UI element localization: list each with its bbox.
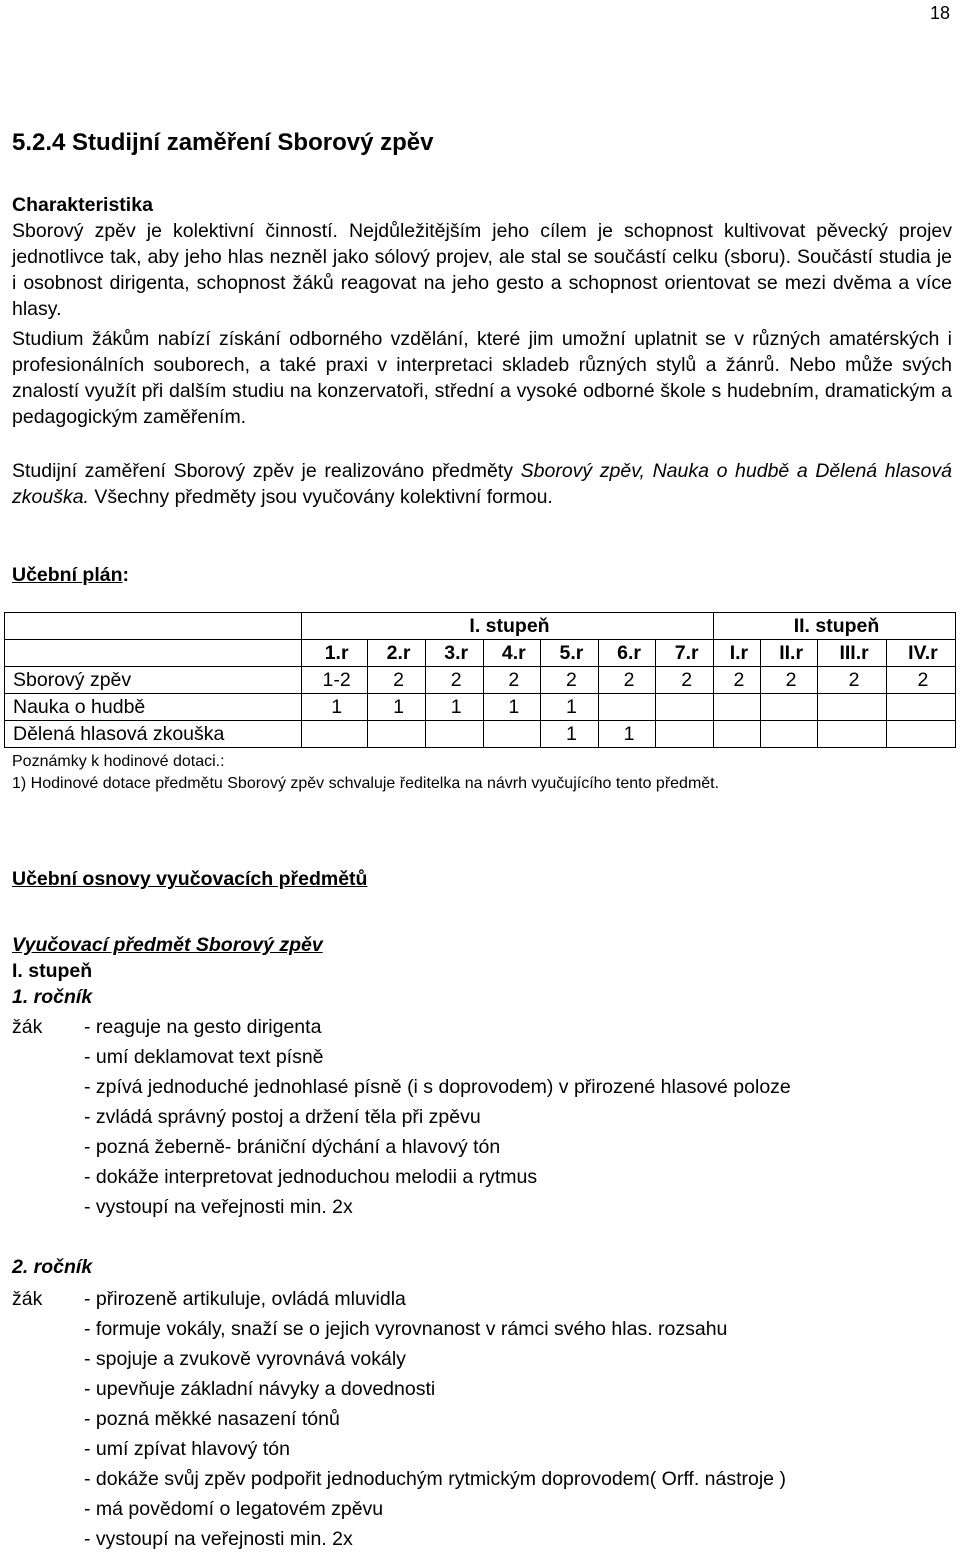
list-item: - dokáže interpretovat jednoduchou melodii a rytmus [84,1166,538,1188]
list-item: - vystoupí na veřejnosti min. 2x [84,1528,353,1550]
year-2-outcomes [84,1284,786,1554]
plan-cell: 2 [886,667,955,694]
plan-year: 4.r [483,640,541,667]
plan-table [4,612,956,748]
list-item: - zvládá správný postoj a držení těla při zpěvu [84,1106,481,1128]
plan-cell [760,721,818,748]
plan-cell: 2 [425,667,483,694]
plan-subject-name: Sborový zpěv [5,667,302,694]
year-1-heading: 1. ročník [12,986,93,1008]
plan-cell [886,694,955,721]
plan-cell [714,721,761,748]
plan-heading-colon: : [122,564,130,586]
plan-subject-name: Dělená hlasová zkouška [5,721,302,748]
plan-year: 1.r [302,640,368,667]
list-item: - umí deklamovat text písně [84,1046,324,1068]
plan-cell: 1 [425,694,483,721]
characteristics-paragraph-3 [12,458,952,510]
plan-cell: 1-2 [302,667,368,694]
plan-level-2: II. stupeň [714,613,956,640]
plan-cell [483,721,541,748]
year-2-heading: 2. ročník [12,1256,93,1278]
plan-cell [886,721,955,748]
paragraph-3-subjects: Sborový zpěv, Nauka o hudbě a Dělená hlasová zkouška. [12,460,952,508]
plan-year: 5.r [541,640,599,667]
plan-heading-text: Učební plán [12,564,123,586]
characteristics-heading: Charakteristika [12,194,153,216]
paragraph-3-start: Studijní zaměření Sborový zpěv je realizováno předměty [12,460,521,482]
list-item: - pozná žeberně- brániční dýchání a hlavový tón [84,1136,501,1158]
list-item: - vystoupí na veřejnosti min. 2x [84,1196,353,1218]
plan-cell [368,721,426,748]
plan-level-1: I. stupeň [302,613,714,640]
plan-cell [425,721,483,748]
page-number: 18 [929,3,950,23]
plan-cell: 2 [656,667,714,694]
plan-cell [714,694,761,721]
list-item: - dokáže svůj zpěv podpořit jednoduchým rytmickým doprovodem( Orff. nástroje ) [84,1468,786,1490]
section-heading: 5.2.4 Studijní zaměření Sborový zpěv [12,129,434,156]
plan-cell: 2 [818,667,886,694]
plan-year: 2.r [368,640,426,667]
characteristics-paragraph-1: Sborový zpěv je kolektivní činností. Nejdůležitějším jeho cílem je schopnost kultivovat pěvecký projev jednotlivce tak, aby jeho hlas nezněl jako sólový projev, ale stal se součástí celku (sboru). Součástí studia je i osobnost dirigenta, schopnost žáků reagovat na jeho gesto a schopnost orientovat se mezi dvěma a více hlasy. [12,220,952,320]
year-1-outcomes [84,1012,791,1222]
plan-year: IV.r [886,640,955,667]
paragraph-3-end: Všechny předměty jsou vyučovány kolektivní formou. [88,486,553,508]
list-item: - formuje vokály, snaží se o jejich vyrovnanost v rámci svého hlas. rozsahu [84,1318,728,1340]
list-item: - spojuje a zvukově vyrovnává vokály [84,1348,406,1370]
plan-heading [12,562,129,588]
plan-cell: 2 [598,667,656,694]
curriculum-heading [12,866,367,892]
plan-notes-label: Poznámky k hodinové dotaci.: [12,753,225,770]
plan-cell: 1 [598,721,656,748]
plan-cell [656,694,714,721]
list-item: - zpívá jednoduché jednohlasé písně (i s doprovodem) v přirozené hlasové poloze [84,1076,791,1098]
plan-subject-name: Nauka o hudbě [5,694,302,721]
plan-row-delena-hlasova-zkouska [5,721,956,748]
plan-cell: 2 [483,667,541,694]
list-item: - přirozeně artikuluje, ovládá mluvidla [84,1288,406,1310]
plan-corner-cell [5,613,302,640]
plan-cell: 2 [714,667,761,694]
subject-heading-text: Vyučovací předmět Sborový zpěv [12,934,323,956]
curriculum-heading-text: Učební osnovy vyučovacích předmětů [12,868,368,890]
plan-cell: 1 [368,694,426,721]
list-item: - reaguje na gesto dirigenta [84,1016,322,1038]
plan-row-sborovy-zpev [5,667,956,694]
plan-year: 6.r [598,640,656,667]
plan-cell: 1 [302,694,368,721]
plan-cell: 1 [483,694,541,721]
plan-row-nauka-o-hudbe [5,694,956,721]
plan-cell [818,694,886,721]
plan-cell: 2 [368,667,426,694]
plan-cell [598,694,656,721]
plan-cell [818,721,886,748]
plan-cell: 2 [541,667,599,694]
plan-cell [302,721,368,748]
plan-note-1: 1) Hodinové dotace předmětu Sborový zpěv schvaluje ředitelka na návrh vyučujícího tento předmět. [12,775,720,792]
student-label-year-2: žák [12,1288,43,1310]
plan-years-corner [5,640,302,667]
list-item: - pozná měkké nasazení tónů [84,1408,340,1430]
list-item: - upevňuje základní návyky a dovednosti [84,1378,436,1400]
plan-cell: 1 [541,694,599,721]
plan-cell [760,694,818,721]
plan-year: II.r [760,640,818,667]
plan-year: 3.r [425,640,483,667]
plan-year: I.r [714,640,761,667]
list-item: - umí zpívat hlavový tón [84,1438,290,1460]
plan-cell [656,721,714,748]
plan-year: III.r [818,640,886,667]
level-heading: I. stupeň [12,960,93,982]
plan-cell: 2 [760,667,818,694]
characteristics-paragraph-2: Studium žákům nabízí získání odborného vzdělání, které jim umožní uplatnit se v různých amatérských i profesionálních souborech, a také praxi v interpretaci skladeb různých stylů a žánrů. Nebo může svých znalostí využít při dalším studiu na konzervatoři, střední a vysoké odborné škole s hudebním, dramatickým a pedagogickým zaměřením. [12,328,952,428]
plan-level-row [5,613,956,640]
student-label-year-1: žák [12,1016,43,1038]
plan-cell: 1 [541,721,599,748]
plan-years-row [5,640,956,667]
subject-heading [12,932,323,958]
list-item: - má povědomí o legatovém zpěvu [84,1498,384,1520]
plan-year: 7.r [656,640,714,667]
